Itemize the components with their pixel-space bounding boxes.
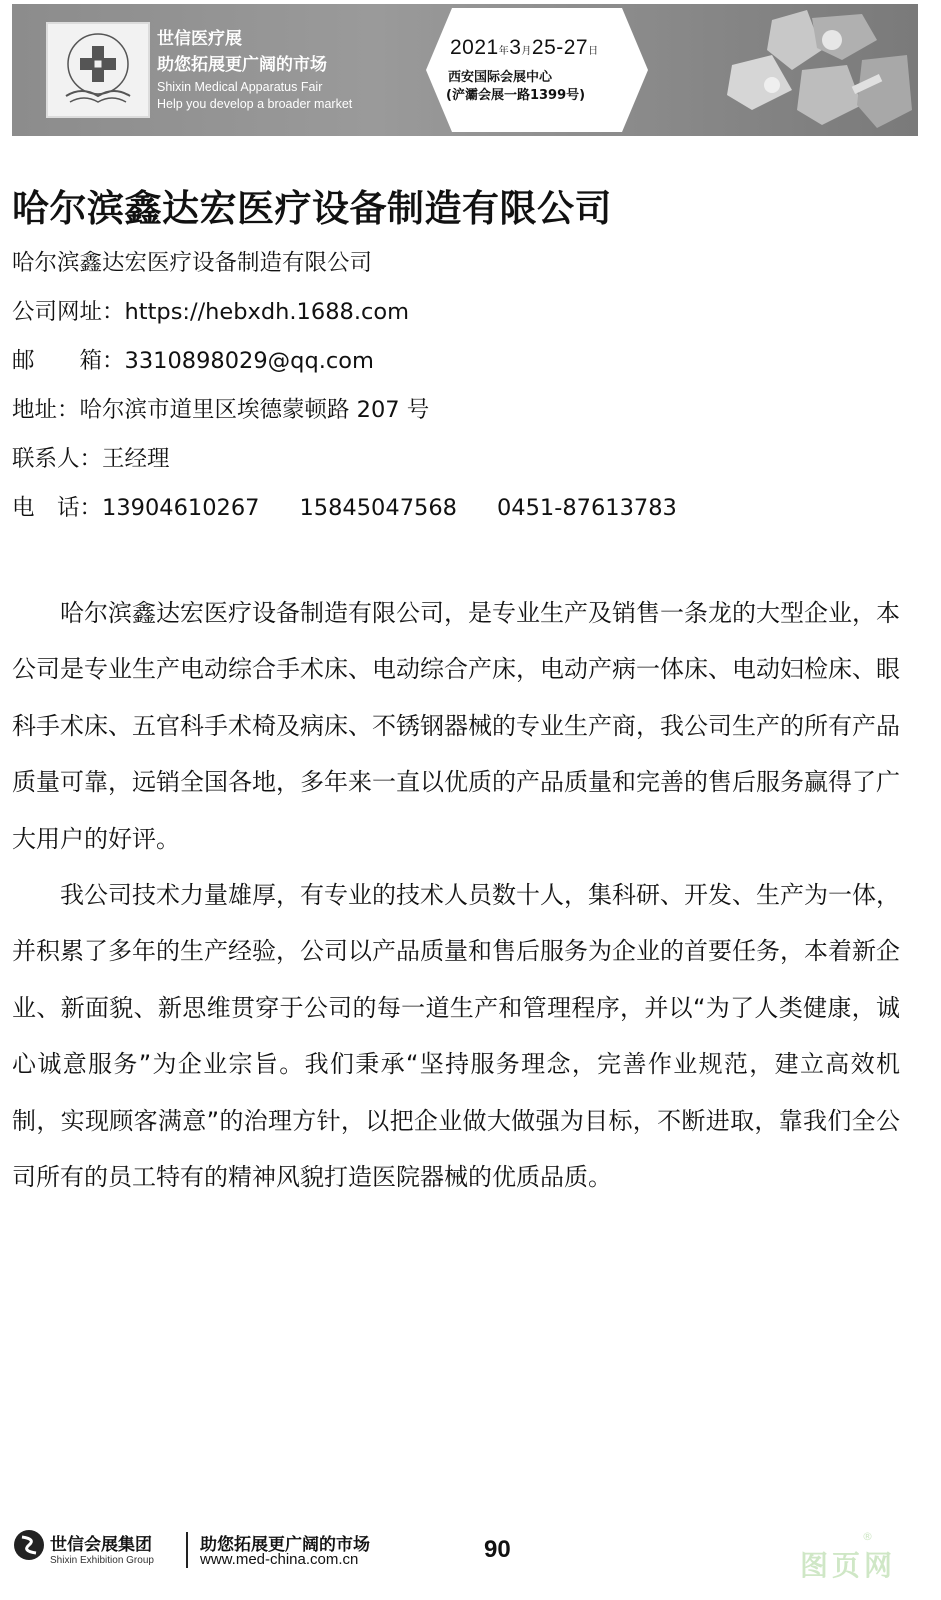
- email-line: [12, 343, 374, 375]
- fair-slogan-en: Help you develop a broader market: [157, 97, 353, 111]
- watermark: 图页网: [800, 1549, 897, 1582]
- phone-number: 0451-87613783: [496, 495, 677, 521]
- fair-logo: [46, 22, 150, 118]
- watermark-registered-mark: ®: [862, 1530, 873, 1543]
- footer-url[interactable]: www.med-china.com.cn: [200, 1551, 359, 1568]
- footer-divider: [186, 1532, 188, 1568]
- phone-number: 15845047568: [299, 495, 457, 521]
- footer-group-name-en: Shixin Exhibition Group: [50, 1555, 154, 1566]
- website-line: [12, 294, 409, 326]
- email-label: 邮 箱：: [12, 348, 125, 374]
- fair-slogan-cn: 助您拓展更广阔的市场: [157, 55, 327, 75]
- group-logo-icon: [12, 1528, 46, 1562]
- phone-label: 电 话：: [12, 495, 103, 521]
- address-line: [12, 392, 429, 424]
- address-value: 哈尔滨市道里区埃德蒙顿路 207 号: [79, 397, 430, 423]
- medical-equipment-photo: [712, 10, 912, 130]
- fair-address: (浐灞会展一路1399号): [446, 88, 586, 103]
- contact-label: 联系人：: [12, 446, 103, 472]
- footer-slogan: 助您拓展更广阔的市场: [200, 1535, 370, 1555]
- fair-title-cn: 世信医疗展: [157, 29, 242, 49]
- contact-value: 王经理: [102, 446, 170, 472]
- description-paragraph: 哈尔滨鑫达宏医疗设备制造有限公司，是专业生产及销售一条龙的大型企业，本公司是专业生产电动综合手术床、电动综合产床，电动产病一体床、电动妇检床、眼科手术床、五官科手术椅及病床、不锈钢器械的专业生产商，我公司生产的所有产品质量可靠，远销全国各地，多年来一直以优质的产品质量和完善的售后服务赢得了广大用户的好评。: [12, 599, 900, 853]
- fair-title-en: Shixin Medical Apparatus Fair: [157, 80, 323, 94]
- email-link[interactable]: 3310898029@qq.com: [124, 348, 374, 374]
- website-link[interactable]: https://hebxdh.1688.com: [124, 299, 410, 325]
- fair-date-badge: [424, 6, 650, 134]
- contact-line: [12, 441, 170, 473]
- page-number: 90: [484, 1536, 511, 1563]
- website-label: 公司网址：: [12, 299, 125, 325]
- phone-number: 13904610267: [102, 495, 260, 521]
- fair-date: 2021年3月25-27日: [450, 36, 599, 59]
- phone-line: [12, 490, 717, 522]
- company-title: 哈尔滨鑫达宏医疗设备制造有限公司: [12, 187, 612, 230]
- footer-group-name: 世信会展集团: [50, 1535, 152, 1555]
- address-label: 地址：: [12, 397, 80, 423]
- fair-venue: 西安国际会展中心: [448, 70, 553, 85]
- company-name: 哈尔滨鑫达宏医疗设备制造有限公司: [12, 250, 373, 276]
- description-paragraph: 我公司技术力量雄厚，有专业的技术人员数十人，集科研、开发、生产为一体，并积累了多年的生产经验，公司以产品质量和售后服务为企业的首要任务，本着新企业、新面貌、新思维贯穿于公司的每一道生产和管理程序，并以“为了人类健康，诚心诚意服务”为企业宗旨。我们秉承“坚持服务理念，完善作业规范，建立高效机制，实现顾客满意”的治理方针，以把企业做大做强为目标，不断进取，靠我们全公司所有的员工特有的精神风貌打造医院器械的优质品质。: [12, 881, 900, 1192]
- fair-banner: [12, 4, 918, 136]
